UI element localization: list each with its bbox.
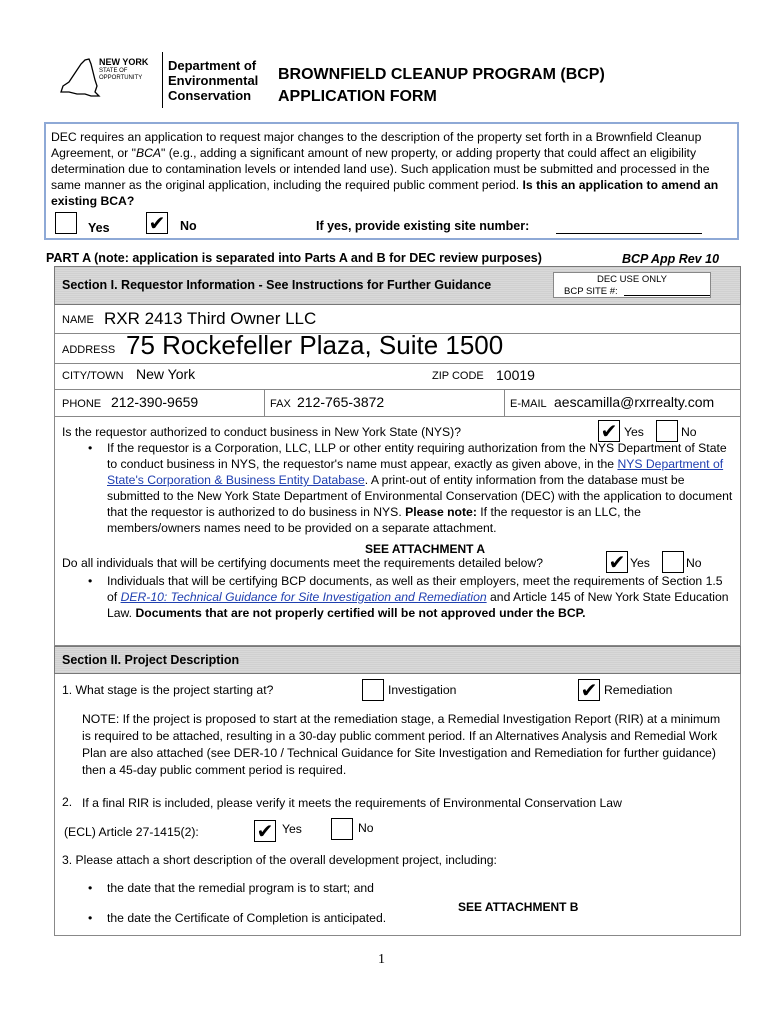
q3-bullet-2: the date the Certificate of Completion is anticipated. — [107, 911, 387, 925]
address-label: ADDRESS — [62, 344, 116, 356]
intro-box — [44, 122, 739, 240]
certify-no-checkbox[interactable] — [662, 551, 684, 573]
remediation-note: NOTE: If the project is proposed to start at the remediation stage, a Remedial Investigation Report (RIR) at a minimum is required to be attached, resulting in a 30-day public comment period. If an Alternatives Analysis and Remedial Work Plan are also attached (see DER-10 / Technical Guidance for Site Investigation and Remediation for further guidance) then a 45-day public comment period is required. — [82, 712, 721, 777]
amend-yes-label: Yes — [88, 221, 110, 235]
nys-corp-database-link[interactable]: NYS Department of State's Corporation & Business Entity Database — [107, 457, 724, 487]
rir-no-label: No — [358, 821, 374, 835]
page-number: 1 — [378, 952, 385, 967]
certify-bullets — [62, 573, 734, 621]
amend-no-checkbox[interactable] — [146, 212, 168, 234]
intro-text-1: DEC requires an application to request major changes to the description of the property set forth in a Brownfield Cleanup Agreement, or " — [51, 130, 702, 160]
b1-text-2: . A print-out of entity information from the database must be submitted to the New York State Department of Environmental Conservation (DEC) with the application to document that the requestor is authorized to do business in NYS. — [107, 473, 733, 519]
phone-label: PHONE — [62, 398, 102, 410]
nys-auth-bullets — [62, 440, 734, 536]
zip-label: ZIP CODE — [432, 370, 484, 382]
zip-value[interactable]: 10019 — [496, 367, 535, 383]
certify-bullet — [62, 573, 734, 621]
city-value[interactable]: New York — [136, 366, 196, 382]
b2-text-2: and Article 145 of New York State Education Law. — [107, 590, 729, 620]
section1-title: Section I. Requestor Information - See Instructions for Further Guidance — [62, 278, 492, 292]
logo-dept-line2: Environmental — [168, 73, 259, 88]
form-title-line2: APPLICATION FORM — [278, 88, 437, 105]
name-value[interactable]: RXR 2413 Third Owner LLC — [104, 309, 317, 328]
form-title-line1: BROWNFIELD CLEANUP PROGRAM (BCP) — [278, 66, 605, 83]
certify-yes-check: ✔ — [608, 550, 626, 574]
rir-yes-check: ✔ — [256, 819, 274, 843]
intro-question: Is this an application to amend an existing BCA? — [51, 178, 719, 208]
nys-auth-no-checkbox[interactable] — [656, 420, 678, 442]
new-york-state-map-icon — [55, 56, 101, 100]
dec-use-only-label: DEC USE ONLY — [596, 274, 668, 285]
city-label: CITY/TOWN — [62, 370, 124, 382]
dev-project-question: 3. Please attach a short description of the overall development project, including: — [62, 853, 497, 867]
b1-text-1: If the requestor is a Corporation, LLC, LLP or other entity requiring authorization from the NYS Department of State to conduct business in NYS, the requestor's name must appear, exactly as given above, in the — [107, 441, 727, 471]
dev-project-bullet — [62, 880, 562, 896]
bcp-site-input[interactable] — [624, 295, 710, 296]
phone-value[interactable]: 212-390-9659 — [111, 394, 199, 410]
logo-divider — [162, 52, 163, 108]
row-divider — [54, 363, 741, 364]
investigation-checkbox[interactable] — [362, 679, 384, 701]
dec-use-only-box — [553, 272, 711, 298]
fax-label: FAX — [270, 398, 291, 410]
part-a-label: PART A (note: application is separated into Parts A and B for DEC review purposes) — [46, 251, 542, 265]
b1-please-note: Please note: — [405, 505, 477, 519]
rev-label: BCP App Rev 10 — [622, 252, 720, 266]
site-number-input[interactable] — [556, 218, 702, 234]
investigation-label: Investigation — [388, 683, 457, 697]
col-divider — [264, 389, 265, 416]
nys-auth-question: Is the requestor authorized to conduct business in New York State (NYS)? — [62, 425, 462, 439]
row-divider — [54, 416, 741, 417]
rir-yes-checkbox[interactable] — [254, 820, 276, 842]
nys-auth-no-label: No — [681, 425, 697, 439]
q3-bullet-1: the date that the remedial program is to start; and — [107, 881, 374, 895]
nys-auth-bullet — [62, 440, 734, 536]
amend-yes-checkbox[interactable] — [55, 212, 77, 234]
address-value[interactable]: 75 Rockefeller Plaza, Suite 1500 — [126, 330, 504, 360]
der10-guidance-link[interactable]: DER-10: Technical Guidance for Site Investigation and Remediation — [120, 590, 487, 604]
email-label: E-MAIL — [510, 398, 547, 410]
logo-state-line3: OPPORTUNITY — [99, 75, 143, 81]
certify-yes-label: Yes — [630, 556, 650, 570]
nys-auth-yes-checkbox[interactable] — [598, 420, 620, 442]
name-label: NAME — [62, 314, 94, 326]
rir-question: If a final RIR is included, please verify it meets the requirements of Environmental Conservation Law — [82, 796, 622, 810]
rir-yes-label: Yes — [282, 822, 302, 836]
certify-yes-checkbox[interactable] — [606, 551, 628, 573]
intro-paragraph — [51, 129, 733, 209]
logo-state-line1: NEW YORK — [99, 57, 149, 67]
rir-question-cont: (ECL) Article 27-1415(2): — [64, 825, 199, 839]
see-attachment-a: SEE ATTACHMENT A — [365, 542, 485, 556]
intro-bca: BCA — [135, 146, 162, 160]
email-value[interactable]: aescamilla@rxrrealty.com — [554, 394, 715, 410]
nys-auth-yes-check: ✔ — [600, 419, 618, 443]
certify-no-label: No — [686, 556, 702, 570]
nys-dec-logo — [55, 52, 265, 108]
intro-text-2: " (e.g., adding a significant amount of new property, or adding property that could affect an eligibility determination due to contamination levels or intended land use). Such application must be submitted and processed in the same manner as the original application, including the required public comment period. — [51, 146, 710, 192]
section1-header — [54, 266, 741, 305]
amend-no-label: No — [180, 219, 197, 233]
fax-value[interactable]: 212-765-3872 — [297, 394, 385, 410]
logo-dept-line3: Conservation — [168, 88, 252, 103]
certify-question: Do all individuals that will be certifying documents meet the requirements detailed below? — [62, 556, 543, 570]
remediation-checkbox[interactable] — [578, 679, 600, 701]
section2-title: Section II. Project Description — [62, 653, 240, 667]
col-divider — [504, 389, 505, 416]
section2-header — [54, 646, 741, 674]
logo-state-line2: STATE OF — [99, 68, 128, 74]
remediation-label: Remediation — [604, 683, 673, 697]
rir-no-checkbox[interactable] — [331, 818, 353, 840]
site-number-label: If yes, provide existing site number: — [316, 219, 530, 233]
nys-auth-yes-label: Yes — [624, 425, 644, 439]
b2-text-1: Individuals that will be certifying BCP documents, as well as their employers, meet the requirements of Section 1.5 of — [107, 574, 723, 604]
see-attachment-b: SEE ATTACHMENT B — [458, 900, 579, 914]
bcp-site-label: BCP SITE #: — [564, 286, 618, 297]
stage-question: 1. What stage is the project starting at? — [62, 683, 274, 697]
rir-question-number: 2. — [62, 795, 73, 809]
amend-no-check: ✔ — [148, 211, 166, 235]
b2-bold-note: Documents that are not properly certified will be not approved under the BCP. — [135, 606, 586, 620]
row-divider — [54, 389, 741, 390]
b1-text-3: If the requestor is an LLC, the members/owners names need to be provided on a separate attachment. — [107, 505, 641, 535]
remediation-check: ✔ — [580, 678, 598, 702]
logo-dept-line1: Department of — [168, 58, 257, 73]
